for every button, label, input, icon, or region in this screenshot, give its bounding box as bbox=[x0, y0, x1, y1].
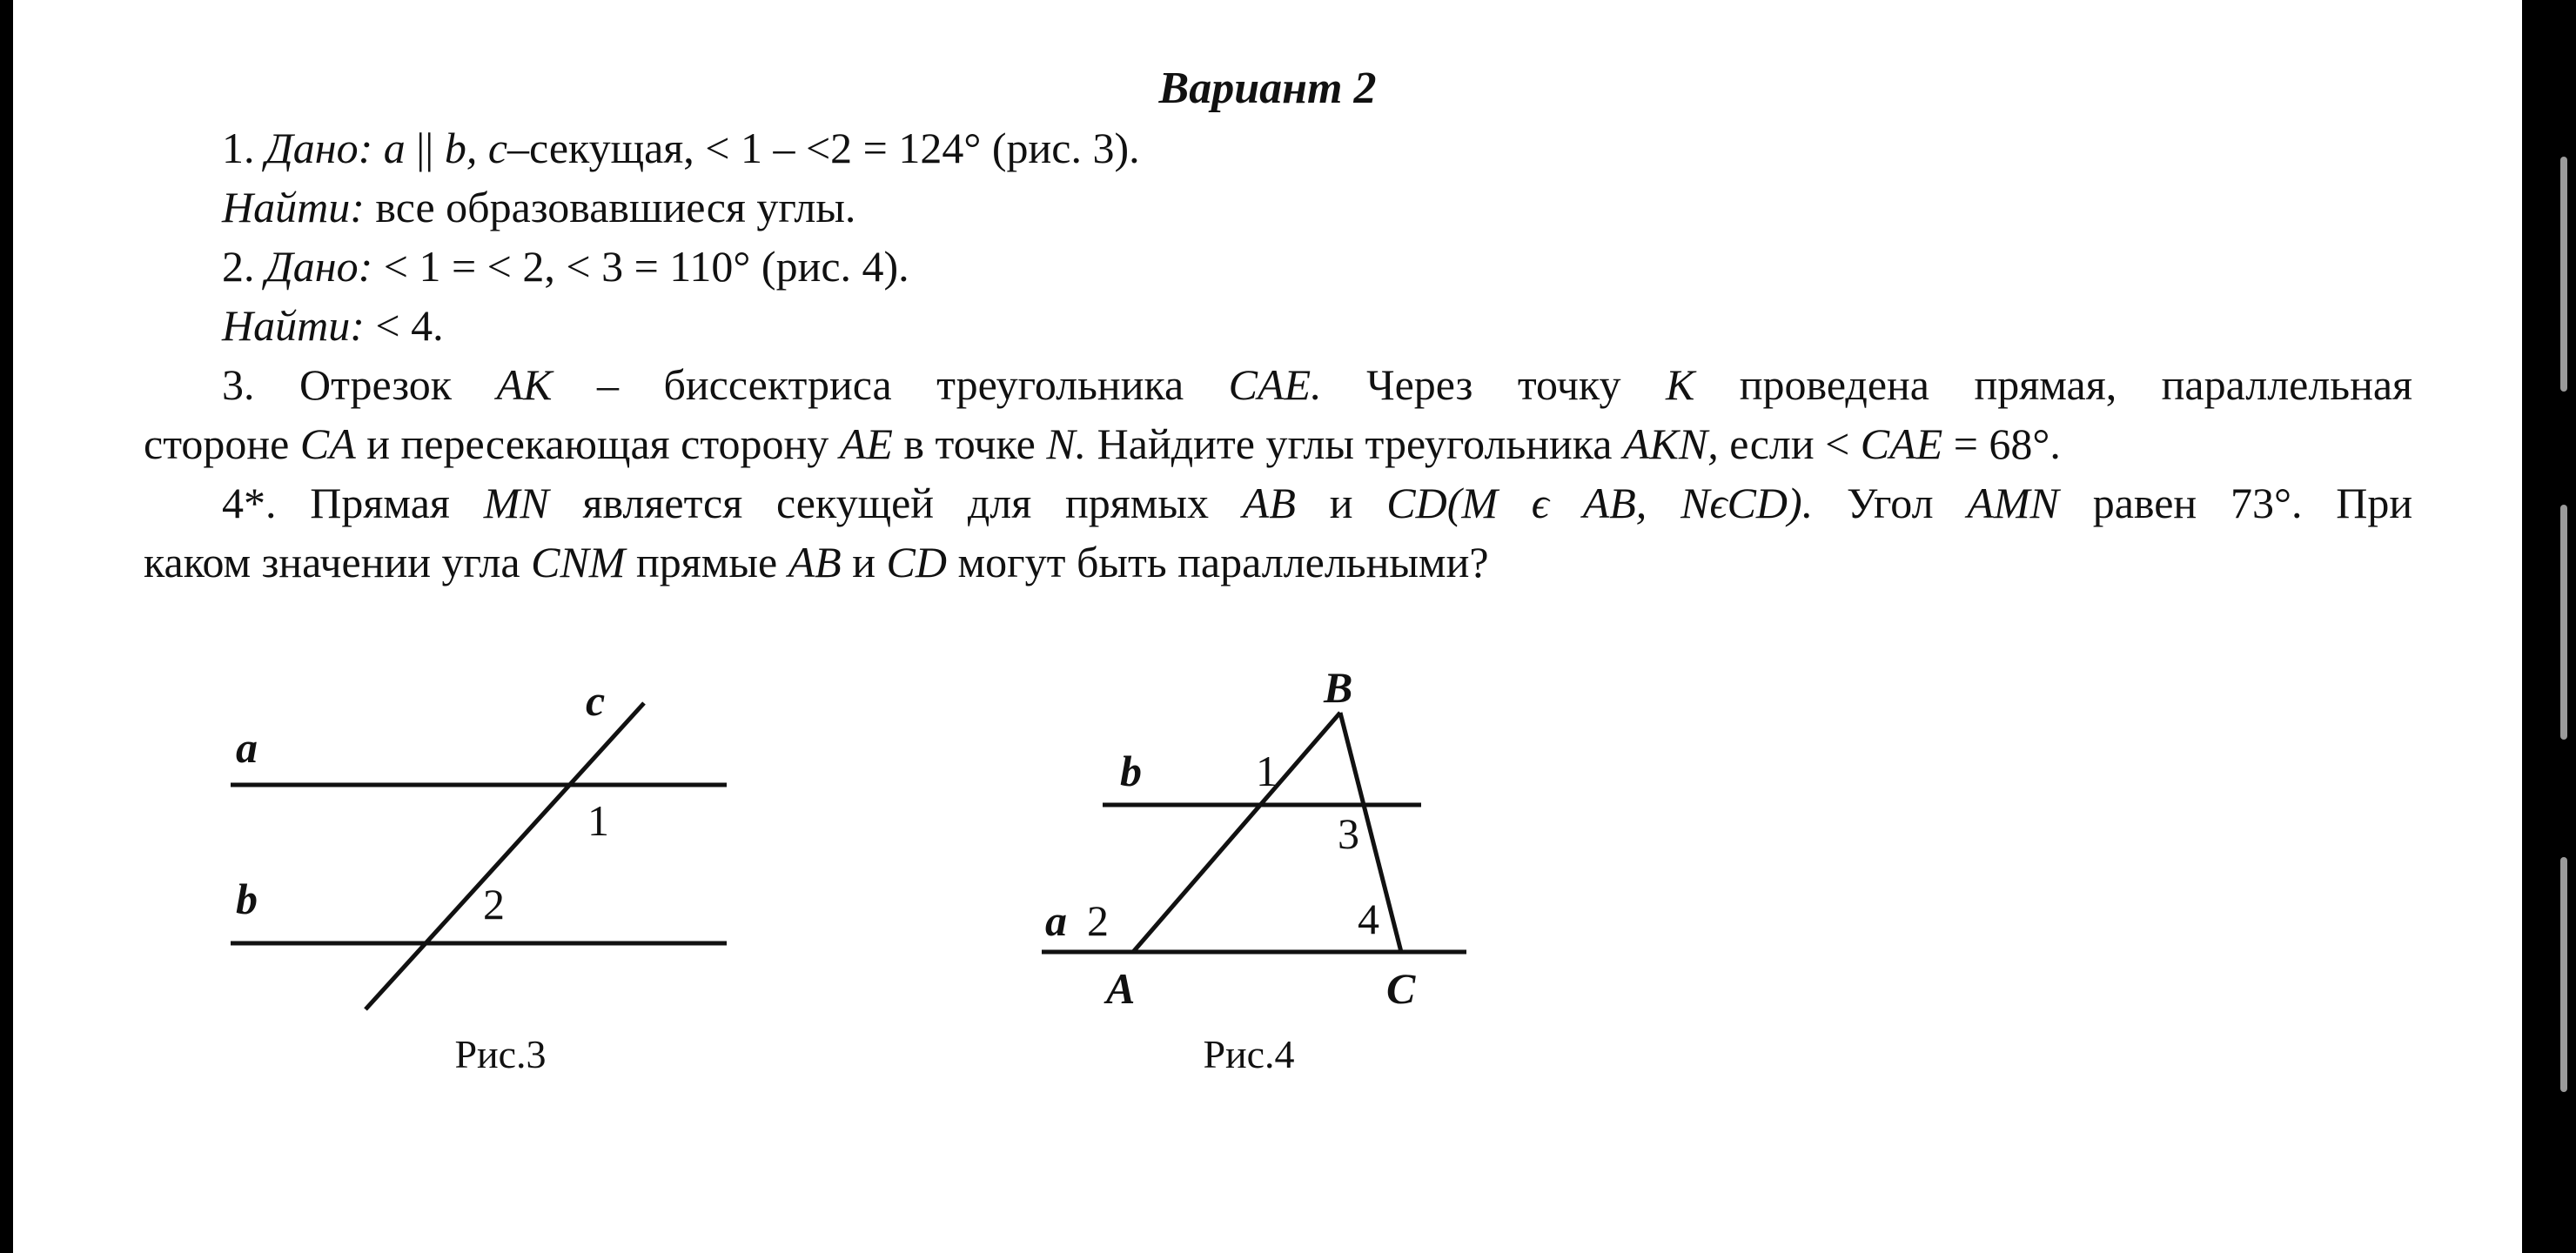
scroll-indicator[interactable] bbox=[2560, 857, 2567, 1092]
fig4-label-4: 4 bbox=[1358, 895, 1379, 943]
task2-find bbox=[222, 299, 444, 352]
task3-ae: AE bbox=[839, 419, 893, 468]
task1-parallel: || bbox=[405, 124, 445, 172]
task1-given bbox=[222, 122, 1140, 174]
task3-cae: CAE. bbox=[1228, 360, 1322, 409]
figure-3-drawing bbox=[205, 661, 761, 1027]
fig3-label-2: 2 bbox=[483, 880, 505, 928]
figure-4-drawing bbox=[1031, 657, 1501, 1022]
task4-text: прямые bbox=[625, 538, 788, 586]
fig4-label-A: A bbox=[1106, 964, 1136, 1013]
fig4-label-B: B bbox=[1324, 663, 1353, 712]
line-c bbox=[366, 703, 644, 1009]
task4-text: является секущей для прямых bbox=[582, 479, 1209, 527]
fig3-label-a: a bbox=[236, 723, 258, 772]
task3-text: и пересекающая сторону bbox=[355, 419, 840, 468]
task3-text: – биссектриса треугольника bbox=[596, 360, 1184, 409]
task4-text: могут быть параллельными? bbox=[946, 538, 1489, 586]
task3-text: = 68°. bbox=[1942, 419, 2061, 468]
task2-number: 2. bbox=[222, 242, 255, 291]
task4-mn: MN bbox=[483, 479, 549, 527]
scroll-indicator[interactable] bbox=[2560, 157, 2567, 392]
task3-cae-angle: CAE bbox=[1860, 419, 1943, 468]
side-ab bbox=[1133, 713, 1340, 952]
task4-amn: AMN bbox=[1967, 479, 2059, 527]
document-page bbox=[13, 0, 2522, 1253]
figure-4-caption: Рис.4 bbox=[1203, 1032, 1295, 1076]
task2-find-text: < 4. bbox=[364, 301, 444, 350]
figure-3-caption: Рис.3 bbox=[454, 1032, 547, 1076]
fig4-label-C: C bbox=[1386, 964, 1416, 1013]
task3-ak: AK bbox=[496, 360, 553, 409]
task1-find-label: Найти: bbox=[222, 183, 365, 231]
task1-find bbox=[222, 181, 855, 233]
fig3-label-c: c bbox=[586, 676, 606, 725]
fig3-label-1: 1 bbox=[587, 796, 609, 845]
task3-akn: AKN, bbox=[1623, 419, 1719, 468]
task3-text: 3. Отрезок bbox=[222, 360, 453, 409]
task3-text: Через точку bbox=[1366, 360, 1621, 409]
fig4-label-3: 3 bbox=[1338, 809, 1359, 858]
figure-4 bbox=[1031, 657, 1501, 1022]
task4-text: Угол bbox=[1847, 479, 1934, 527]
figure-3 bbox=[205, 661, 761, 1027]
task4-text: и bbox=[841, 538, 887, 586]
task3-text: Найдите углы треугольника bbox=[1086, 419, 1623, 468]
task4-cnm: CNM bbox=[531, 538, 626, 586]
task4-line2 bbox=[144, 536, 1489, 588]
task4-line1 bbox=[222, 477, 2412, 529]
task2-given-label: Дано: bbox=[265, 242, 373, 291]
task1-given-label: Дано: bbox=[265, 124, 373, 172]
fig4-label-b: b bbox=[1120, 747, 1142, 795]
task2-find-label: Найти: bbox=[222, 301, 365, 350]
task1-find-text: все образовавшиеся углы. bbox=[364, 183, 856, 231]
task4-cd: CD bbox=[886, 538, 947, 586]
task4-text: 4*. Прямая bbox=[222, 479, 450, 527]
task1-given-rest: –секущая, < 1 – <2 = 124° (рис. 3). bbox=[507, 124, 1140, 172]
task3-n: N. bbox=[1046, 419, 1087, 468]
task4-ab: AB bbox=[1242, 479, 1296, 527]
task4-text: равен 73°. При bbox=[2092, 479, 2413, 527]
task2-given bbox=[222, 240, 909, 292]
task1-var-bc: b, c bbox=[444, 124, 508, 172]
task2-given-text: < 1 = < 2, < 3 = 110° (рис. 4). bbox=[372, 242, 909, 291]
task3-text: стороне bbox=[144, 419, 300, 468]
task4-condition: CD(M ϵ AB, NϵCD). bbox=[1386, 479, 1814, 527]
task1-var-a: a bbox=[383, 124, 406, 172]
fig4-label-a: a bbox=[1045, 896, 1067, 945]
variant-title: Вариант 2 bbox=[1158, 64, 1377, 113]
task3-line1 bbox=[222, 358, 2412, 411]
fig3-label-b: b bbox=[236, 874, 258, 923]
task4-text: и bbox=[1329, 479, 1353, 527]
task3-text: если < bbox=[1718, 419, 1861, 468]
task1-number: 1. bbox=[222, 124, 255, 172]
task4-text: каком значении угла bbox=[144, 538, 532, 586]
fig4-label-2: 2 bbox=[1087, 896, 1109, 945]
fig4-label-1: 1 bbox=[1256, 747, 1278, 795]
task3-ca: CA bbox=[299, 419, 356, 468]
task3-line2 bbox=[144, 418, 2061, 470]
task3-k: K bbox=[1665, 360, 1695, 409]
task4-ab: AB bbox=[788, 538, 842, 586]
scroll-indicator[interactable] bbox=[2560, 505, 2567, 740]
task3-text: в точке bbox=[892, 419, 1047, 468]
task3-text: проведена прямая, параллельная bbox=[1739, 360, 2413, 409]
